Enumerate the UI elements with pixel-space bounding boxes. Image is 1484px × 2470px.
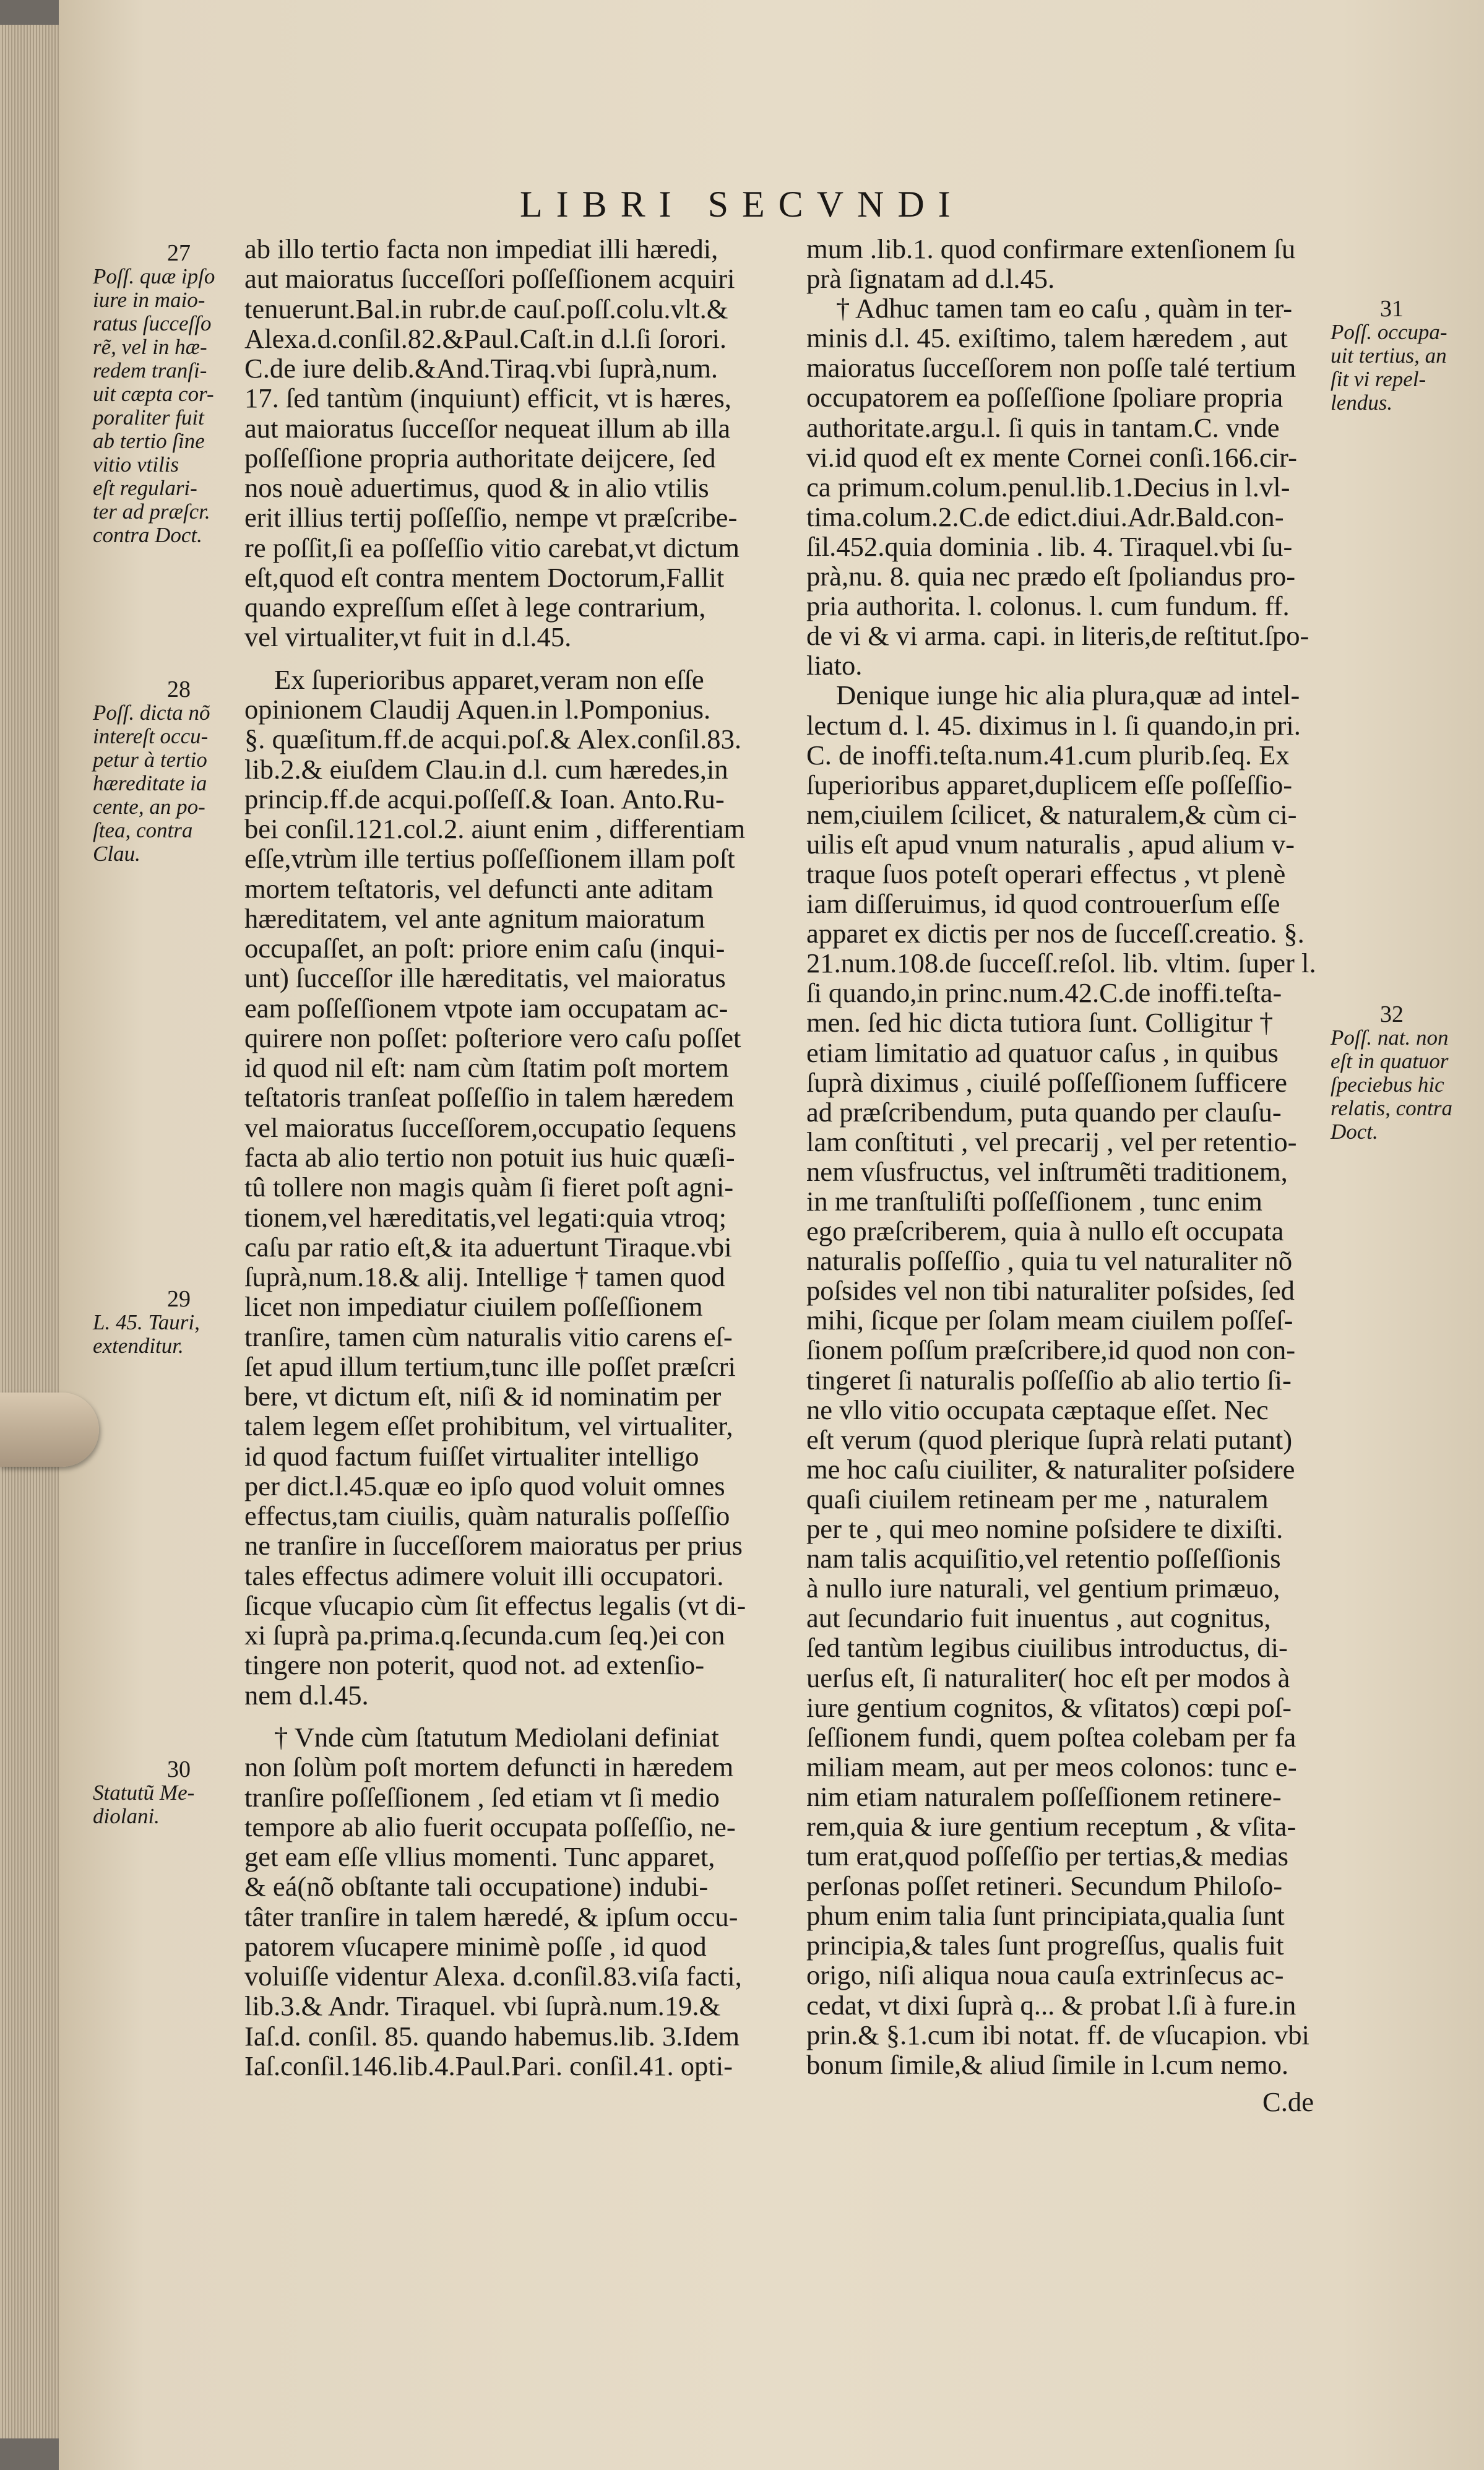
margin-note-line: diolani.: [93, 1804, 160, 1828]
margin-note-number: 29: [167, 1286, 191, 1312]
text-line: bonum ſimile,& aliud ſimile in l.cum nemo.: [806, 2049, 1289, 2080]
text-line: Denique iunge hic alia plura,quæ ad intel-: [836, 680, 1300, 711]
text-line: lib.3.& Andr. Tiraquel. vbi ſuprà.num.19.&: [244, 1990, 721, 2022]
text-line: tionem,vel hæreditatis,vel legati:quia vtroq;: [244, 1201, 727, 1233]
text-line: nem d.l.45.: [244, 1679, 369, 1711]
bookmark-ribbon: [0, 1393, 99, 1467]
text-line: prà ſignatam ad d.l.45.: [806, 263, 1055, 295]
text-line: pria authorita. l. colonus. l. cum fundum. ff.: [806, 590, 1290, 622]
margin-note-line: rẽ, vel in hæ-: [93, 335, 207, 359]
text-line: C.de iure delib.&And.Tiraq.vbi ſuprà,num.: [244, 353, 718, 384]
text-line: unt) ſucceſſor ille hæreditatis, vel maioratus: [244, 962, 726, 994]
text-line: poſsides vel non tibi naturaliter poſsides, ſed: [806, 1275, 1295, 1306]
margin-note-27: [93, 241, 238, 547]
text-line: licet non impediatur ciuilem poſſeſſionem: [244, 1291, 703, 1323]
left-paragraph-1: [244, 234, 798, 652]
text-line: aut maioratus ſucceſſori poſſeſſionem acquiri: [244, 263, 735, 295]
text-line: nim etiam naturalem poſſeſſionem retinere-: [806, 1781, 1282, 1812]
text-line: ſuprà,num.18.& alij. Intellige † tamen quod: [244, 1261, 725, 1293]
text-line: ne tranſire in ſucceſſorem maioratus per prius: [244, 1530, 743, 1561]
text-line: quaſi ciuilem retineam per me , naturalem: [806, 1483, 1269, 1514]
text-line: ab illo tertio facta non impediat illi hæredi,: [244, 233, 718, 264]
text-line: C. de inoffi.teſta.num.41.cum plurib.ſeq. Ex: [806, 739, 1290, 771]
text-line: Ex ſuperioribus apparet,veram non eſſe: [274, 663, 704, 695]
text-line: & eá(nõ obſtante tali occupatione) indubi-: [244, 1871, 709, 1902]
text-line: poſſeſſione propria authoritate deijcere, ſed: [244, 442, 716, 473]
margin-note-line: ſtea, contra: [93, 818, 193, 842]
text-line: ſuprà diximus , ciuilé poſſeſſionem ſufficere: [806, 1066, 1287, 1098]
margin-note-number: 30: [167, 1756, 191, 1782]
text-line: hæreditatem, vel ante agnitum maioratum: [244, 902, 705, 934]
text-line: re poſſit,ſi ea poſſeſſio vitio carebat,vt dictum: [244, 532, 740, 563]
margin-note-line: petur à tertio: [93, 748, 207, 772]
text-line: uerſus eſt, ſi naturaliter( hoc eſt per modos à: [806, 1662, 1290, 1693]
margin-note-line: iure in maio-: [93, 288, 205, 312]
text-line: 21.num.108.de ſucceſſ.reſol. lib. vltim. ſuper l.: [806, 948, 1316, 979]
text-line: tima.colum.2.C.de edict.diui.Adr.Bald.con-: [806, 501, 1284, 532]
margin-note-line: ab tertio ſine: [93, 429, 205, 453]
text-line: per dict.l.45.quæ eo ipſo quod voluit omnes: [244, 1470, 725, 1501]
text-line: perſonas poſſet retineri. Secundum Philoſo-: [806, 1870, 1283, 1902]
text-line: get eam eſſe vllius momenti. Tunc apparet,: [244, 1841, 715, 1873]
text-line: bei conſil.121.col.2. aiunt enim , differentiam: [244, 813, 746, 845]
text-line: caſu par ratio eſt,& ita aduertunt Tiraque.vbi: [244, 1231, 732, 1263]
margin-note-line: eſt in quatuor: [1331, 1049, 1449, 1073]
margin-note-line: L. 45. Tauri,: [93, 1310, 200, 1334]
text-line: tales effectus adimere voluit illi occupatori.: [244, 1560, 724, 1591]
text-line: §. quæſitum.ff.de acqui.poſ.& Alex.conſil.83.: [244, 723, 742, 755]
margin-note-31: [1331, 297, 1479, 415]
margin-note-line: hæreditate ia: [93, 771, 207, 795]
text-line: tenuerunt.Bal.in rubr.de cauſ.poſſ.colu.vlt.&: [244, 293, 728, 324]
text-line: maioratus ſucceſſorem non poſſe talé tertium: [806, 352, 1296, 384]
text-line: talem legem eſſet prohibitum, vel virtualiter,: [244, 1410, 733, 1442]
text-line: tum erat,quod poſſeſſio per tertias,& medias: [806, 1841, 1288, 1872]
text-line: ad præſcribendum, puta quando per clauſu-: [806, 1096, 1282, 1128]
text-line: id quod nil eſt: nam cùm ſtatim poſt mortem: [244, 1052, 729, 1084]
text-line: lectum d. l. 45. diximus in l. ſi quando,in pri.: [806, 709, 1301, 741]
margin-note-32: [1331, 1003, 1479, 1144]
text-line: apparet ex dictis per nos de ſucceſſ.creatio. §.: [806, 918, 1305, 949]
text-line: rem,quia & iure gentium receptum , & vſita-: [806, 1810, 1296, 1842]
text-line: de vi & vi arma. capi. in literis,de reſtitut.ſpo-: [806, 620, 1309, 652]
text-line: per te , qui meo nomine poſsidere te dixiſti.: [806, 1513, 1283, 1545]
text-line: minis d.l. 45. exiſtimo, talem hæredem , aut: [806, 322, 1288, 354]
margin-note-line: lendus.: [1331, 391, 1393, 415]
text-line: aut maioratus ſucceſſor nequeat illum ab illa: [244, 412, 731, 444]
text-line: vi.id quod eſt ex mente Cornei conſi.166.cir-: [806, 441, 1297, 473]
margin-note-29: [93, 1287, 238, 1358]
text-line: tempore ab alio fuerit occupata poſſeſſio, ne-: [244, 1811, 736, 1842]
margin-note-line: Poſſ. quæ ipſo: [93, 264, 215, 288]
text-line: ca primum.colum.penul.lib.1.Decius in l.vl-: [806, 471, 1290, 503]
text-line: occupatorem ea poſſeſſione ſpoliare propria: [806, 382, 1283, 413]
text-line: Iaſ.conſil.146.lib.4.Paul.Pari. conſil.41. opti-: [244, 2050, 733, 2081]
page-stack-edge: [0, 25, 59, 2438]
margin-note-number: 31: [1380, 296, 1404, 322]
margin-note-line: uit cæpta cor-: [93, 382, 214, 406]
margin-note-30: [93, 1758, 238, 1828]
margin-note-number: 27: [167, 240, 191, 266]
text-line: iure gentium cognitos, & vſitatos) cœpi poſ-: [806, 1691, 1292, 1723]
right-text-column: [806, 234, 1351, 2079]
margin-note-line: eſt regulari-: [93, 476, 197, 500]
margin-note-line: redem tranſi-: [93, 358, 207, 382]
text-line: bere, vt dictum eſt, niſi & id nominatim per: [244, 1381, 722, 1412]
margin-note-line: ratus ſucceſſo: [93, 311, 212, 335]
left-paragraph-2: [244, 665, 798, 1710]
right-paragraph-3: [806, 680, 1351, 2079]
margin-note-line: poraliter fuit: [93, 405, 204, 430]
margin-note-line: ſpeciebus hic: [1331, 1073, 1444, 1097]
text-line: patorem vſucapere minimè poſſe , id quod: [244, 1930, 707, 1962]
text-line: opinionem Claudij Aquen.in l.Pomponius.: [244, 693, 711, 725]
text-line: liato.: [806, 650, 863, 681]
text-line: origo, niſi aliqua noua cauſa extrinſecus ac-: [806, 1959, 1284, 1991]
text-line: iam diſſeruimus, id quod controuerſum eſſe: [806, 888, 1280, 920]
text-line: quirere non poſſet: poſteriore vero caſu poſſet: [244, 1022, 741, 1053]
text-line: aut ſecundario fuit inuentus , aut cognitus,: [806, 1602, 1271, 1634]
right-paragraph-1: [806, 234, 1351, 293]
margin-note-line: Poſſ. occupa-: [1331, 320, 1447, 344]
text-line: ego præſcriberem, quia à nullo eſt occupata: [806, 1216, 1284, 1247]
text-line: nem vſusfructus, vel inſtrumẽti traditionem,: [806, 1155, 1288, 1187]
text-line: cedat, vt dixi ſuprà q... & probat l.ſi à fure.in: [806, 1989, 1296, 2021]
text-line: id quod factum fuiſſet virtualiter intelligo: [244, 1440, 699, 1472]
text-line: ſicque vſucapio cùm ſit effectus legalis (vt di-: [244, 1589, 746, 1621]
text-line: ſionem poſſum præſcribere,id quod non con-: [806, 1334, 1296, 1366]
margin-note-line: intereſt occu-: [93, 724, 209, 748]
text-line: Iaſ.d. conſil. 85. quando habemus.lib. 3.Idem: [244, 2020, 740, 2052]
text-line: princip.ff.de acqui.poſſeſſ.& Ioan. Anto.Ru-: [244, 783, 725, 814]
text-line: Alexa.d.conſil.82.&Paul.Caſt.in d.l.ſi ſorori.: [244, 322, 727, 354]
text-line: ſed tantùm legibus ciuilibus introductus, di-: [806, 1632, 1288, 1664]
text-line: ſil.452.quia dominia . lib. 4. Tiraquel.vbi ſu-: [806, 530, 1293, 562]
text-line: me hoc caſu ciuiliter, & naturaliter poſsidere: [806, 1453, 1295, 1485]
text-line: uilis eſt apud vnum naturalis , apud alium v-: [806, 828, 1295, 860]
text-line: ne vllo vitio occupata cæptaque eſſet. Nec: [806, 1394, 1269, 1425]
text-line: traque ſuos poteſt operari effectus , vt plenè: [806, 858, 1286, 889]
text-line: ſet apud illum tertium,tunc ille poſſet præſcri: [244, 1350, 736, 1382]
right-paragraph-2: [806, 293, 1351, 680]
text-line: nem,ciuilem ſcilicet, & naturalem,& cùm ci-: [806, 798, 1297, 830]
text-line: etiam limitatio ad quatuor caſus , in quibus: [806, 1037, 1279, 1068]
text-line: 17. ſed tantùm (inquiunt) efficit, vt is hæres,: [244, 382, 731, 414]
text-line: † Vnde cùm ſtatutum Mediolani definiat: [274, 1722, 719, 1753]
text-line: nos nouè aduertimus, quod & in alio vtilis: [244, 472, 709, 504]
left-paragraph-3: [244, 1722, 798, 2081]
margin-note-line: ſit vi repel-: [1331, 367, 1426, 391]
text-line: non ſolùm poſt mortem defuncti in hæredem: [244, 1751, 734, 1783]
margin-note-line: Poſſ. nat. non: [1331, 1026, 1449, 1050]
margin-note-28: [93, 678, 238, 866]
text-line: prà,nu. 8. quia nec prædo eſt ſpoliandus pro-: [806, 561, 1296, 592]
text-line: phum enim talia ſunt principiata,qualia ſunt: [806, 1900, 1285, 1932]
text-line: tranſire poſſeſſionem , ſed etiam vt ſi medio: [244, 1781, 720, 1813]
text-line: ſeſſionem fundi, quem poſtea colebam per fa: [806, 1721, 1296, 1753]
text-line: tingeret ſi naturalis poſſeſſio ab alio tertio ſi-: [806, 1364, 1292, 1396]
text-line: eam poſſeſſionem vtpote iam occupatam ac-: [244, 992, 728, 1024]
text-line: eſſe,vtrùm ille tertius poſſeſſionem illam poſt: [244, 843, 735, 874]
text-line: eſt,quod eſt contra mentem Doctorum,Fallit: [244, 561, 725, 593]
text-line: quando expreſſum eſſet à lege contrarium,: [244, 592, 706, 623]
margin-note-number: 32: [1380, 1001, 1404, 1027]
text-line: mortem teſtatoris, vel defuncti ante aditam: [244, 873, 714, 904]
text-line: facta ab alio tertio non potuit ius huic quæſi-: [244, 1141, 735, 1173]
text-line: vel maioratus ſucceſſorem,occupatio ſequens: [244, 1112, 736, 1143]
margin-note-line: extenditur.: [93, 1334, 184, 1358]
margin-note-line: contra Doct.: [93, 523, 202, 547]
text-line: tranſire, tamen cùm naturalis vitio carens eſ-: [244, 1321, 733, 1352]
catchword: C.de: [1262, 2086, 1314, 2117]
text-line: teſtatoris tranſeat poſſeſſio in talem hæredem: [244, 1082, 735, 1113]
text-line: tû tollere non magis quàm ſi fieret poſt agni-: [244, 1172, 734, 1203]
margin-note-line: Clau.: [93, 842, 140, 866]
margin-note-line: cente, an po-: [93, 795, 205, 819]
text-line: effectus,tam ciuilis, quàm naturalis poſſeſſio: [244, 1500, 730, 1532]
text-line: miliam meam, aut per meos colonos: tunc e-: [806, 1751, 1297, 1782]
text-line: tingere non poterit, quod not. ad extenſio-: [244, 1649, 705, 1681]
margin-note-line: ter ad præſcr.: [93, 499, 210, 524]
text-line: mum .lib.1. quod confirmare extenſionem ſu: [806, 233, 1296, 264]
margin-note-line: relatis, contra: [1331, 1096, 1453, 1120]
text-line: ſi quando,in princ.num.42.C.de inoffi.teſta-: [806, 977, 1282, 1009]
text-line: voluiſſe videntur Alexa. d.conſil.83.viſa facti,: [244, 1961, 742, 1992]
text-line: men. ſed hic dicta tutiora ſunt. Colligitur †: [806, 1007, 1274, 1039]
left-text-column: [244, 234, 798, 2081]
text-line: occupaſſet, an poſt: priore enim caſu (inqui-: [244, 933, 725, 964]
margin-note-line: vitio vtilis: [93, 452, 179, 477]
text-line: erit illius tertij poſſeſſio, nempe vt præſcribe-: [244, 502, 738, 533]
margin-note-line: Doct.: [1331, 1120, 1378, 1144]
text-line: vel virtualiter,vt fuit in d.l.45.: [244, 621, 572, 653]
margin-note-line: Poſſ. dicta nõ: [93, 701, 210, 725]
running-title: LIBRI SECVNDI: [520, 184, 964, 225]
text-line: xi ſuprà pa.prima.q.ſecunda.cum ſeq.)ei con: [244, 1620, 725, 1651]
text-line: authoritate.argu.l. ſi quis in tantam.C. vnde: [806, 412, 1280, 443]
text-line: in me tranſtuliſti poſſeſſionem , tunc enim: [806, 1186, 1262, 1217]
text-line: à nullo iure naturali, vel gentium primæuo,: [806, 1573, 1280, 1604]
text-line: eſt verum (quod plerique ſuprà relati putant): [806, 1423, 1293, 1455]
text-line: tâter tranſire in talem hæredé, & ipſum occu-: [244, 1901, 738, 1932]
text-line: lib.2.& eiuſdem Clau.in d.l. cum hæredes,in: [244, 753, 728, 785]
text-line: lam conſtituti , vel precarij , vel per retentio-: [806, 1126, 1297, 1157]
margin-note-line: Statutũ Me-: [93, 1781, 195, 1805]
text-line: ſuperioribus apparet,duplicem eſſe poſſeſſio-: [806, 769, 1293, 800]
text-line: † Adhuc tamen tam eo caſu , quàm in ter-: [836, 293, 1293, 324]
margin-note-number: 28: [167, 676, 191, 702]
text-line: principia,& tales ſunt progreſſus, qualis fuit: [806, 1930, 1284, 1961]
margin-note-line: uit tertius, an: [1331, 343, 1447, 368]
text-line: nam talis acquiſitio,vel retentio poſſeſſionis: [806, 1543, 1281, 1574]
text-line: naturalis poſſeſſio , quia tu vel naturaliter nõ: [806, 1245, 1293, 1277]
text-line: prin.& §.1.cum ibi notat. ff. de vſucapion. vbi: [806, 2019, 1309, 2050]
text-line: mihi, ſicque per ſolam meam ciuilem poſſeſ-: [806, 1305, 1293, 1336]
